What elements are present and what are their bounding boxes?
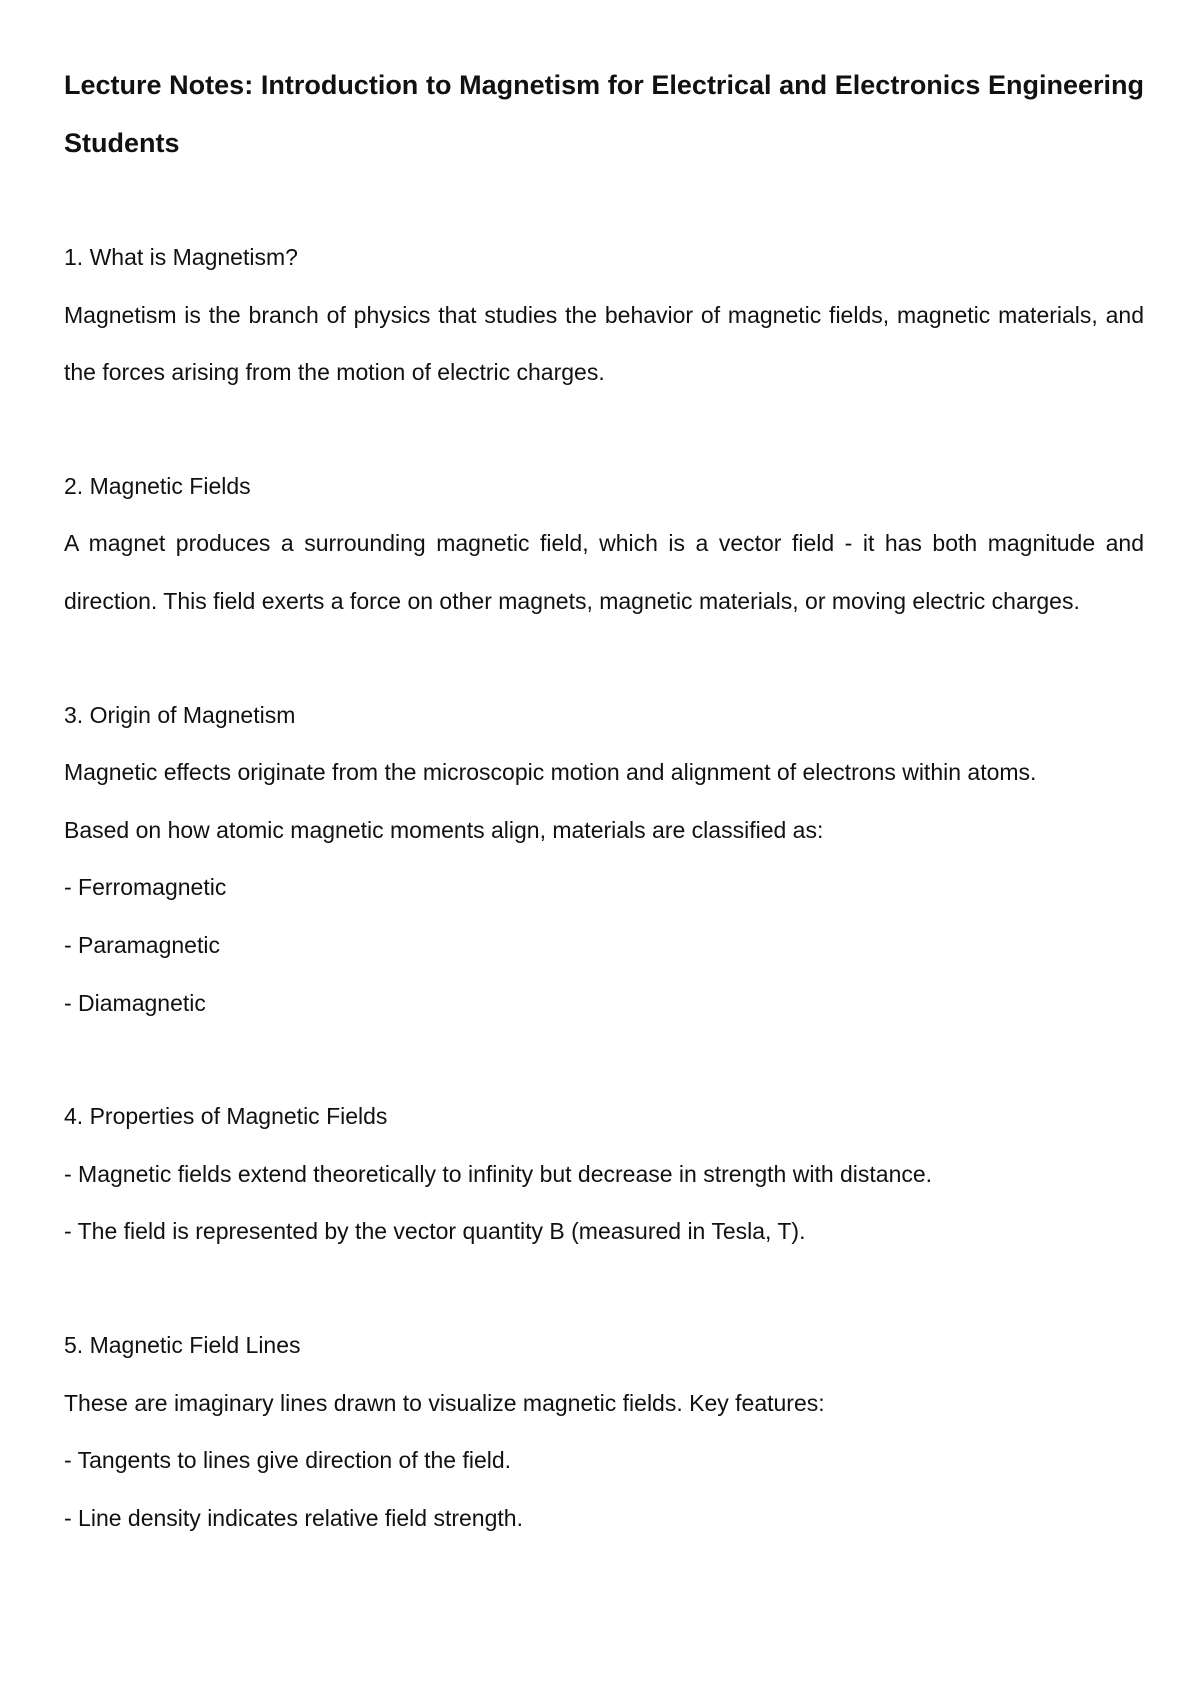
- section-magnetic-field-lines: [64, 1317, 1144, 1547]
- section-heading: 5. Magnetic Field Lines: [64, 1331, 301, 1358]
- section-intro: Based on how atomic magnetic moments align, materials are classified as:: [64, 816, 824, 843]
- section-paragraph: A magnet produces a surrounding magnetic field, which is a vector field - it has both magnitude and direction. This field exerts a force on other magnets, magnetic materials, or moving electric charges.: [64, 530, 1144, 614]
- list-item: - Magnetic fields extend theoretically to infinity but decrease in strength with distance.: [64, 1160, 933, 1187]
- section-what-is-magnetism: [64, 229, 1144, 402]
- section-heading: 3. Origin of Magnetism: [64, 701, 296, 728]
- section-properties-of-magnetic-fields: [64, 1088, 1144, 1261]
- section-magnetic-fields: [64, 458, 1144, 631]
- document-title: Lecture Notes: Introduction to Magnetism for Electrical and Electronics Engineering Students: [64, 70, 1144, 158]
- list-item: - Diamagnetic: [64, 989, 206, 1016]
- list-item: - Paramagnetic: [64, 931, 220, 958]
- section-origin-of-magnetism: [64, 687, 1144, 1033]
- section-heading: 1. What is Magnetism?: [64, 244, 298, 270]
- list-item: - The field is represented by the vector quantity B (measured in Tesla, T).: [64, 1218, 806, 1245]
- document-body: [64, 56, 1144, 1547]
- section-paragraph: Magnetic effects originate from the microscopic motion and alignment of electrons within atoms.: [64, 759, 1037, 786]
- section-intro: These are imaginary lines drawn to visualize magnetic fields. Key features:: [64, 1389, 825, 1416]
- list-item: - Line density indicates relative field strength.: [64, 1504, 523, 1531]
- list-item: - Tangents to lines give direction of the field.: [64, 1447, 512, 1474]
- list-item: - Ferromagnetic: [64, 874, 227, 901]
- section-paragraph: Magnetism is the branch of physics that studies the behavior of magnetic fields, magnetic materials, and the forces arising from the motion of electric charges.: [64, 301, 1144, 386]
- section-heading: 2. Magnetic Fields: [64, 472, 251, 499]
- section-heading: 4. Properties of Magnetic Fields: [64, 1103, 388, 1130]
